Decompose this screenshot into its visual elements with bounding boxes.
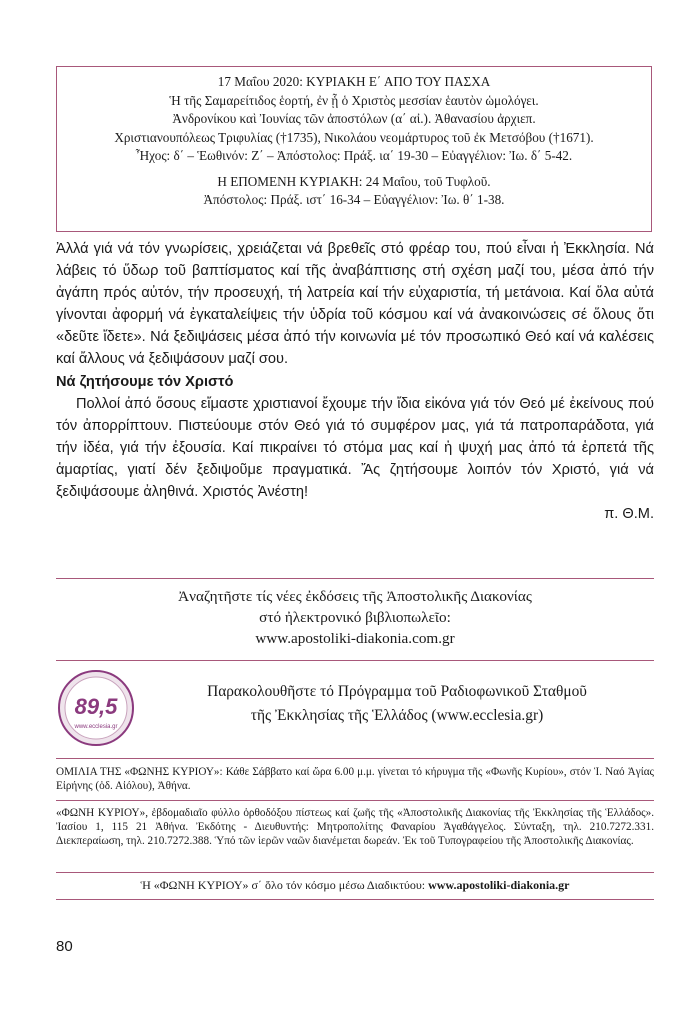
sermon-notice: ΟΜΙΛΙΑ ΤΗΣ «ΦΩΝΗΣ ΚΥΡΙΟΥ»: Κάθε Σάββατο καί ὥρα 6.00 μ.μ. γίνεται τό κήρυγμα τῆς «Φωνῆς Κυρίου», στόν Ἱ. Ναό Ἁγίας Εἰρήνης (ὁδ. Αἰόλου), Ἀθήνα. [56, 766, 654, 792]
article-paragraph-2: Πολλοί ἀπό ὅσους εἴμαστε χριστιανοί ἔχουμε τήν ἴδια εἰκόνα γιά τόν Θεό μέ ἐκείνους πού τόν ἀπορρίπτουν. Πιστεύουμε στόν Θεό γιά τό συμφέρον μας, γιά τά πατροπαράδοτα, γιά τήν ἰδέα, γιά τήν ἐξουσία. Καί πικραίνει τό στόμα μας καί ἡ ψυχή μας ἀπό τά ἑρπετά τῆς ἁμαρτίας, γιατί δέν ξεδιψοῦμε πραγματικά. Ἄς ζητήσουμε λοιπόν τόν Χριστό, γιά νά ξεδιψάσουμε ἀληθινά. Χριστός Ἀνέστη! [56, 396, 654, 500]
info-line-5: Ἦχος: δ΄ – Ἑωθινόν: Ζ΄ – Ἀπόστολος: Πράξ. ια΄ 19-30 – Εὐαγγέλιον: Ἰω. δ΄ 5-42. [135, 148, 573, 163]
info-line-2: Ἡ τῆς Σαμαρείτιδος ἑορτή, ἐν ᾗ ὁ Χριστὸς μεσσίαν ἑαυτὸν ὡμολόγει. [169, 92, 539, 108]
radio-section [56, 668, 654, 752]
radio-logo-url: www.ecclesia.gr [74, 724, 118, 730]
footer-line [56, 878, 654, 893]
divider-bottom [56, 899, 654, 900]
article-paragraph-1: Ἀλλά γιά νά τόν γνωρίσεις, χρειάζεται νά βρεθεῖς στό φρέαρ του, πού εἶναι ἡ Ἐκκλησία. Νά λάβεις τό ὕδωρ τοῦ βαπτίσματος καί τῆς ἀναβάπτισης στή σχέση μαζί του, μέσα ἀπό τήν ἀγάπη πρός αὐτόν, τήν προσευχή, τή λατρεία καί τήν εὐχαριστία, τή μετάνοια. Καί ὅλα αὐτά γίνονται ἀφορμή νά ἐγκαταλείψεις τήν ὑδρία τοῦ κόσμου καί νά ἀνακοινώσεις σέ ὅλους ὅτι «δεῦτε ἴδετε». Νά ξεδιψάσεις μέσα ἀπό τήν κοινωνία μέ τόν προσωπικό Θεό καί νά καλέσεις καί ἄλλους νά ξεδιψάσουν μαζί σου. [56, 241, 654, 367]
info-line-3: Ἀνδρονίκου καὶ Ἰουνίας τῶν ἀποστόλων (α΄ αἰ.). Ἀθανασίου ἀρχιεπ. [172, 111, 536, 126]
divider-sermon [56, 800, 654, 801]
liturgical-info-box [56, 66, 652, 232]
imprint-text: «ΦΩΝΗ ΚΥΡΙΟΥ», ἑβδομαδιαῖο φύλλο ὀρθοδόξου πίστεως καί ζωῆς τῆς «Ἀποστολικῆς Διακονίας τῆς Ἐκκλησίας τῆς Ἑλλάδος». Ἰασίου 1, 115 21 Ἀθήνα. Ἐκδότης - Διευθυντής: Μητροπολίτης Φαναρίου Ἀγαθάγγελος. Σύνταξη, τηλ. 210.7272.331. Διεκπεραίωση, τηλ. 210.7272.388. Ὑπό τῶν ἱερῶν ναῶν διανέμεται δωρεάν. Ἐκ τοῦ Τυπογραφείου τῆς Ἀποστολικῆς Διακονίας. [56, 807, 654, 847]
author-signature: π. Θ.Μ. [604, 506, 654, 522]
radio-logo-icon [56, 668, 136, 748]
divider-radio [56, 758, 654, 759]
promo-block [56, 586, 654, 649]
promo-url-link[interactable]: www.apostoliki-diakonia.com.gr [255, 630, 455, 647]
footer-url-link[interactable]: www.apostoliki-diakonia.gr [428, 878, 570, 892]
promo-line-1: Ἀναζητῆστε τίς νέες ἐκδόσεις τῆς Ἀποστολικῆς Διακονίας [178, 588, 532, 605]
next-sunday-line-1: Η ΕΠΟΜΕΝΗ ΚΥΡΙΑΚΗ: 24 Μαΐου, τοῦ Τυφλοῦ. [217, 173, 491, 189]
article-heading: Νά ζητήσουμε τόν Χριστό [56, 374, 234, 390]
promo-line-2: στό ἠλεκτρονικό βιβλιοπωλεῖο: [259, 609, 451, 626]
divider-imprint [56, 872, 654, 873]
footer-text: Ἡ «ΦΩΝΗ ΚΥΡΙΟΥ» σ΄ ὅλο τόν κόσμο μέσω Διαδικτύου: [140, 878, 429, 892]
divider-top [56, 578, 654, 579]
radio-text [140, 680, 654, 728]
info-line-4: Χριστιανουπόλεως Τριφυλίας (†1735), Νικολάου νεομάρτυρος τοῦ ἐκ Μετσόβου (†1671). [114, 129, 594, 145]
radio-line-2: τῆς Ἐκκλησίας τῆς Ἑλλάδος (www.ecclesia.gr) [250, 707, 544, 724]
info-line-1: 17 Μαΐου 2020: ΚΥΡΙΑΚΗ Ε΄ ΑΠΟ ΤΟΥ ΠΑΣΧΑ [217, 74, 491, 89]
divider-promo [56, 660, 654, 661]
next-sunday-line-2: Ἀπόστολος: Πράξ. ιστ΄ 16-34 – Εὐαγγέλιον: Ἰω. θ΄ 1-38. [203, 192, 505, 207]
page-number: 80 [56, 938, 73, 955]
radio-line-1: Παρακολουθῆστε τό Πρόγραμμα τοῦ Ραδιοφωνικοῦ Σταθμοῦ [207, 683, 587, 700]
article-body [56, 238, 654, 525]
radio-logo-number: 89,5 [74, 694, 118, 719]
